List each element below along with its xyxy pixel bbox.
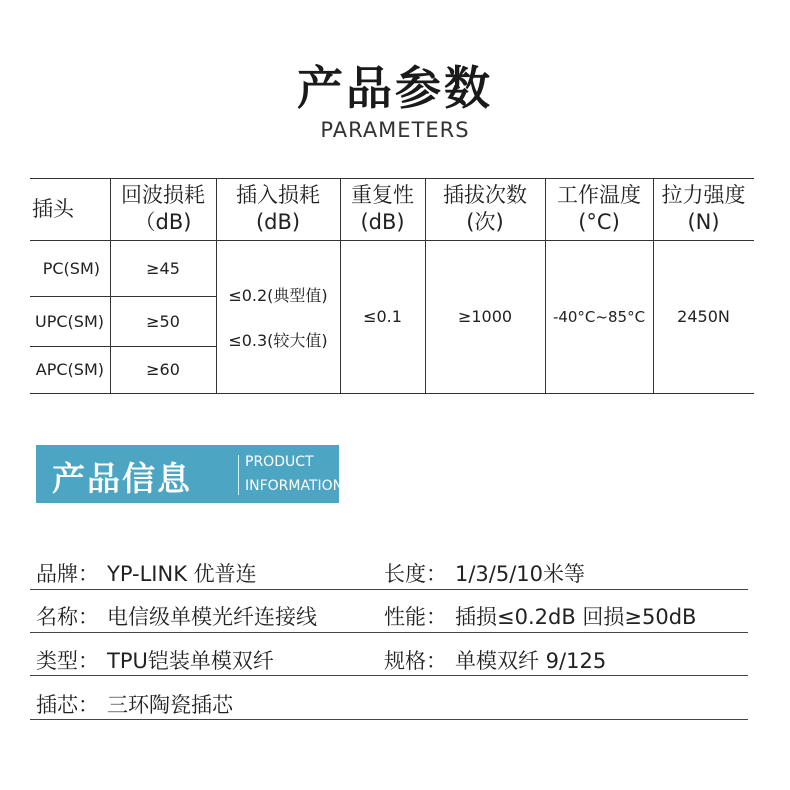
col-header-label: 拉力强度: [661, 183, 746, 207]
col-header-unit: (dB): [255, 210, 301, 234]
info-performance: [384, 601, 696, 631]
info-value: 单模双纤 9/125: [455, 649, 607, 673]
col-header-label: 工作温度: [557, 183, 641, 207]
col-header-mating-cycles: [425, 178, 545, 240]
col-header-label: 回波损耗: [121, 183, 205, 207]
info-value: 插损≤0.2dB 回损≥50dB: [455, 605, 697, 629]
table-bottom-border: [30, 393, 754, 394]
cell-return-loss-upc: ≥50: [146, 311, 180, 331]
col-header-repeatability: [340, 178, 425, 240]
col-header-unit: (N): [687, 210, 720, 234]
cell-return-loss-apc: ≥60: [146, 360, 180, 379]
cell-return-loss-pc: ≥45: [146, 258, 180, 278]
info-length: [384, 558, 585, 588]
info-spec: [384, 645, 606, 675]
banner-subtitle-2: INFORMATION: [245, 478, 344, 494]
info-divider: [30, 675, 748, 676]
col-header-unit: (次): [466, 210, 504, 234]
info-label: 品牌：: [36, 562, 99, 586]
page-title: 产品参数: [297, 61, 493, 115]
info-label: 长度：: [384, 562, 447, 586]
info-label: 名称：: [36, 605, 99, 629]
insertion-loss-typical: ≤0.2(典型值): [228, 285, 328, 305]
product-info-banner: [36, 445, 344, 503]
cell-insertion-loss: [216, 240, 340, 393]
col-header-label: 插入损耗: [236, 183, 320, 207]
col-header-connector: [30, 178, 110, 240]
col-header-tensile-strength: [653, 178, 754, 240]
info-value: YP-LINK 优普连: [107, 562, 257, 586]
col-header-label: 插拔次数: [443, 183, 527, 207]
info-name: [36, 601, 317, 631]
info-type: [36, 645, 274, 675]
banner-subtitle-1: PRODUCT: [245, 454, 314, 470]
insertion-loss-max: ≤0.3(较大值): [228, 330, 328, 350]
info-value: 电信级单模光纤连接线: [107, 605, 317, 629]
info-ferrule: [36, 689, 233, 719]
page-subtitle: PARAMETERS: [320, 118, 470, 142]
col-header-insertion-loss: [216, 178, 340, 240]
info-label: 插芯：: [36, 693, 99, 717]
info-value: 1/3/5/10米等: [455, 562, 586, 586]
col-header-unit: （dB): [134, 210, 192, 234]
parameters-table: [30, 178, 754, 394]
info-value: TPU铠装单模双纤: [107, 649, 274, 673]
info-label: 规格：: [384, 649, 447, 673]
info-brand: [36, 558, 257, 588]
banner-divider: [238, 455, 239, 495]
cell-connector-pc: PC(SM): [42, 258, 100, 278]
info-label: 类型：: [36, 649, 99, 673]
col-header-label: 插头: [32, 196, 74, 221]
col-header-unit: (°C): [578, 210, 620, 234]
col-header-return-loss: [110, 178, 216, 240]
col-header-label: 重复性: [351, 183, 414, 207]
info-divider: [30, 589, 748, 590]
info-value: 三环陶瓷插芯: [107, 693, 233, 717]
col-header-unit: (dB): [360, 210, 405, 234]
cell-tensile-strength: 2450N: [677, 307, 730, 326]
info-divider: [30, 632, 748, 633]
cell-operating-temp: -40°C~85°C: [552, 307, 646, 326]
cell-repeatability: ≤0.1: [363, 307, 402, 326]
cell-mating-cycles: ≥1000: [457, 307, 513, 326]
col-header-operating-temp: [545, 178, 653, 240]
info-divider: [30, 719, 748, 720]
banner-title: 产品信息: [52, 459, 192, 498]
cell-connector-apc: APC(SM): [35, 360, 104, 379]
cell-connector-upc: UPC(SM): [35, 311, 104, 331]
info-label: 性能：: [384, 605, 447, 629]
